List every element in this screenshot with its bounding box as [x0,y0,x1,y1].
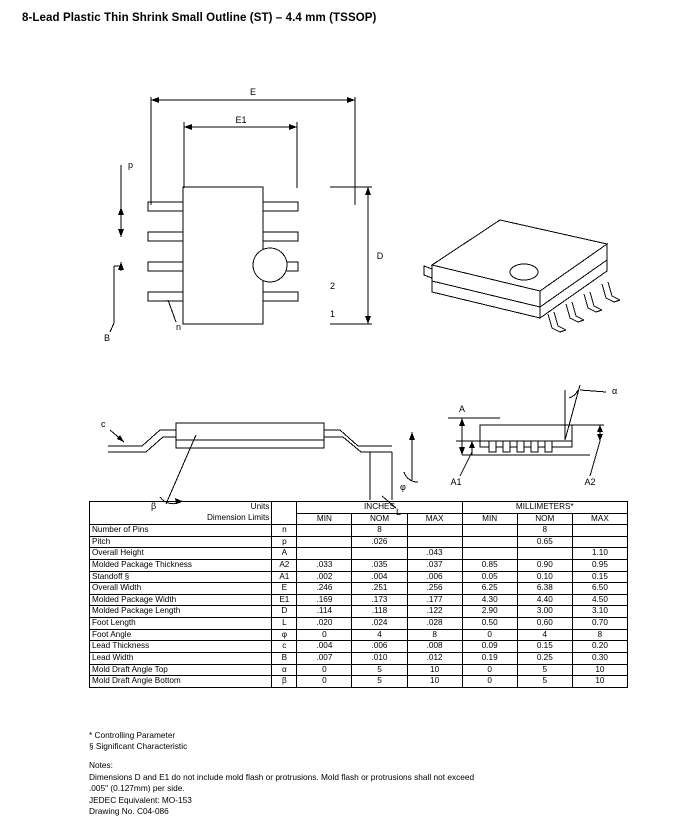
header-mm-max: MAX [572,513,627,525]
row-desc: Number of Pins [90,525,272,537]
label-A1: A1 [450,477,462,487]
row-mm-nom [517,548,572,560]
row-in-max: .006 [407,571,462,583]
row-mm-min: 0 [462,676,517,688]
row-symbol: p [272,536,297,548]
row-in-max [407,525,462,537]
row-symbol: φ [272,629,297,641]
label-c: c [101,419,106,429]
row-mm-nom: 4 [517,629,572,641]
row-in-nom: .004 [352,571,407,583]
row-desc: Foot Length [90,618,272,630]
row-symbol: E1 [272,594,297,606]
row-mm-min: 0.19 [462,652,517,664]
row-mm-min: 0 [462,629,517,641]
row-in-min [297,548,352,560]
row-mm-max [572,525,627,537]
units-sym-blank [272,502,297,514]
row-mm-max: 0.15 [572,571,627,583]
row-in-nom: .035 [352,560,407,572]
row-mm-max: 0.70 [572,618,627,630]
row-in-min: .114 [297,606,352,618]
row-desc: Standoff § [90,571,272,583]
footnote-controlling-parameter: * Controlling Parameter [89,730,176,740]
row-in-nom: .173 [352,594,407,606]
label-A: A [458,404,466,414]
dimension-table-wrapper [89,501,628,688]
row-mm-nom: 0.65 [517,536,572,548]
row-mm-nom: 6.38 [517,583,572,595]
row-symbol: α [272,664,297,676]
row-in-min [297,536,352,548]
label-L: L [396,507,402,517]
row-desc: Overall Width [90,583,272,595]
row-in-max: .256 [407,583,462,595]
row-mm-nom: 3.00 [517,606,572,618]
table-row [90,652,628,664]
table-row [90,571,628,583]
header-in-max: MAX [407,513,462,525]
row-in-max: .012 [407,652,462,664]
row-desc: Pitch [90,536,272,548]
row-mm-min: 2.90 [462,606,517,618]
units-label: Units [90,502,272,514]
row-mm-nom: 4.40 [517,594,572,606]
label-pin1: 1 [330,309,336,319]
row-mm-min [462,548,517,560]
row-in-max: .122 [407,606,462,618]
footnotes [89,730,649,752]
row-in-max: .008 [407,641,462,653]
row-in-nom: .024 [352,618,407,630]
millimeters-header: MILLIMETERS* [462,502,627,514]
row-mm-min: 0.05 [462,571,517,583]
table-header-row-2 [90,513,628,525]
row-mm-nom: 5 [517,664,572,676]
row-mm-min [462,536,517,548]
label-A2: A2 [584,477,596,487]
table-row [90,536,628,548]
notes-line-4: Drawing No. C04-086 [89,805,169,816]
row-mm-max: 8 [572,629,627,641]
notes-block [89,760,659,817]
row-symbol: E [272,583,297,595]
row-symbol: n [272,525,297,537]
row-desc: Molded Package Width [90,594,272,606]
table-row [90,664,628,676]
label-E1: E1 [235,115,247,125]
row-desc: Mold Draft Angle Bottom [90,676,272,688]
row-in-nom [352,548,407,560]
row-desc: Lead Width [90,652,272,664]
row-mm-min: 0 [462,664,517,676]
label-beta: β [151,501,157,511]
label-n: n [176,322,182,332]
row-mm-max: 4.50 [572,594,627,606]
row-symbol: D [272,606,297,618]
row-desc: Foot Angle [90,629,272,641]
dimension-limits-sym-blank [272,513,297,525]
row-desc: Molded Package Thickness [90,560,272,572]
row-in-min [297,525,352,537]
table-row [90,618,628,630]
label-phi: φ [400,482,406,492]
footnote-significant-characteristic: § Significant Characteristic [89,741,188,752]
row-in-nom: 4 [352,629,407,641]
table-row [90,548,628,560]
header-in-min: MIN [297,513,352,525]
row-in-max [407,536,462,548]
row-in-min: .002 [297,571,352,583]
row-mm-max [572,536,627,548]
header-in-nom: NOM [352,513,407,525]
row-mm-max: 3.10 [572,606,627,618]
row-symbol: β [272,676,297,688]
label-alpha: α [612,386,618,396]
table-row [90,641,628,653]
row-mm-max: 0.20 [572,641,627,653]
label-p: p [128,160,134,170]
row-in-min: .004 [297,641,352,653]
row-mm-min [462,525,517,537]
table-row [90,606,628,618]
row-mm-nom: 0.25 [517,652,572,664]
row-mm-max: 10 [572,664,627,676]
row-in-min: .033 [297,560,352,572]
row-desc: Lead Thickness [90,641,272,653]
row-in-min: .007 [297,652,352,664]
row-in-max: 10 [407,664,462,676]
row-mm-nom: 0.15 [517,641,572,653]
row-mm-min: 4.30 [462,594,517,606]
label-D: D [376,251,384,261]
row-mm-min: 0.50 [462,618,517,630]
table-header-row-1 [90,502,628,514]
label-pin2: 2 [330,281,336,291]
label-B: B [104,333,111,343]
row-in-nom: 5 [352,664,407,676]
notes-line-3: JEDEC Equivalent: MO-153 [89,794,192,805]
row-in-min: .246 [297,583,352,595]
row-in-max: 8 [407,629,462,641]
row-desc: Mold Draft Angle Top [90,664,272,676]
row-mm-min: 0.09 [462,641,517,653]
row-mm-nom: 8 [517,525,572,537]
dimension-limits-label: Dimension Limits [90,513,272,525]
row-in-max: .037 [407,560,462,572]
row-in-min: 0 [297,676,352,688]
row-mm-min: 0.85 [462,560,517,572]
row-mm-max: 0.95 [572,560,627,572]
row-in-max: .043 [407,548,462,560]
table-row [90,525,628,537]
table-row [90,560,628,572]
row-in-nom: .118 [352,606,407,618]
notes-heading: Notes: [89,760,113,770]
row-mm-max: 0.30 [572,652,627,664]
notes-line-1: Dimensions D and E1 do not include mold flash or protrusions. Mold flash or protrusions shall not exceed [89,772,475,783]
dimension-table [89,501,628,688]
table-row [90,594,628,606]
table-row [90,676,628,688]
row-mm-nom: 0.60 [517,618,572,630]
header-mm-min: MIN [462,513,517,525]
row-in-nom: .026 [352,536,407,548]
table-row [90,583,628,595]
row-in-min: 0 [297,629,352,641]
row-symbol: A [272,548,297,560]
row-mm-nom: 0.10 [517,571,572,583]
table-row [90,629,628,641]
label-E: E [249,87,257,97]
row-mm-max: 10 [572,676,627,688]
row-symbol: c [272,641,297,653]
page-title: 8-Lead Plastic Thin Shrink Small Outline (ST) – 4.4 mm (TSSOP) [22,12,377,24]
row-in-min: .169 [297,594,352,606]
row-mm-max: 6.50 [572,583,627,595]
row-in-nom: 8 [352,525,407,537]
row-in-min: .020 [297,618,352,630]
row-symbol: A1 [272,571,297,583]
row-mm-max: 1.10 [572,548,627,560]
row-in-min: 0 [297,664,352,676]
row-in-nom: .006 [352,641,407,653]
header-mm-nom: NOM [517,513,572,525]
row-desc: Overall Height [90,548,272,560]
row-desc: Molded Package Length [90,606,272,618]
row-in-max: 10 [407,676,462,688]
row-in-nom: .251 [352,583,407,595]
row-mm-nom: 0.90 [517,560,572,572]
row-symbol: A2 [272,560,297,572]
row-symbol: L [272,618,297,630]
row-mm-min: 6.25 [462,583,517,595]
row-in-max: .177 [407,594,462,606]
row-in-nom: .010 [352,652,407,664]
inches-header: INCHES [297,502,462,514]
row-in-nom: 5 [352,676,407,688]
row-symbol: B [272,652,297,664]
notes-line-2: .005" (0.127mm) per side. [89,783,185,794]
row-mm-nom: 5 [517,676,572,688]
row-in-max: .028 [407,618,462,630]
